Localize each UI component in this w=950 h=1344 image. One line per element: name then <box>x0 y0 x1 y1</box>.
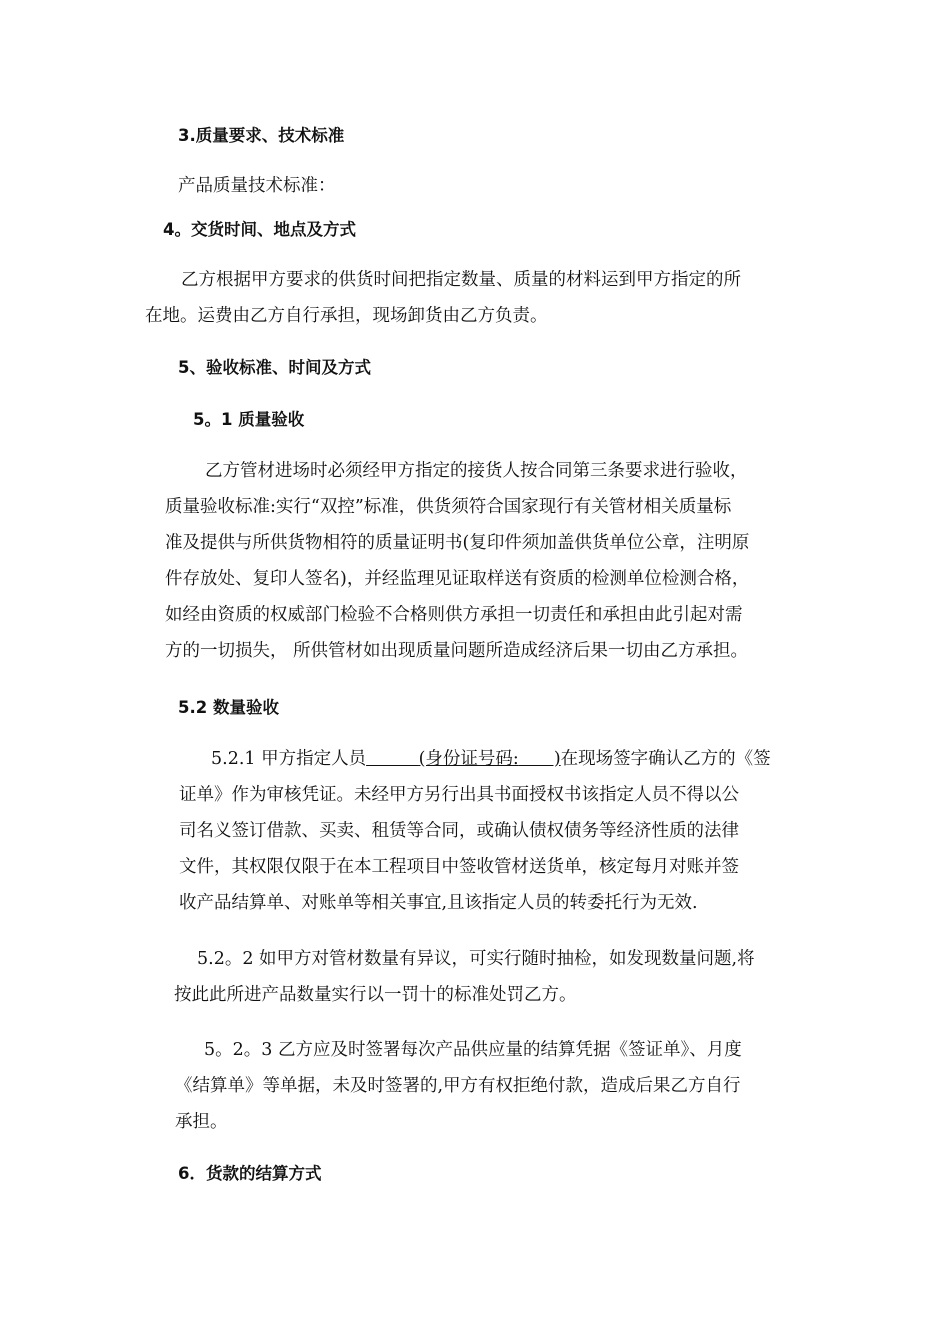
section-5-1-line-5: 如经由资质的权威部门检验不合格则供方承担一切责任和承担由此引起对需 <box>165 605 743 625</box>
section-5-1-line-1: 乙方管材进场时必须经甲方指定的接货人按合同第三条要求进行验收， <box>205 461 748 481</box>
section-5-2-1-line-4: 文件，其权限仅限于在本工程项目中签收管材送货单，核定每月对账并签 <box>179 857 739 877</box>
section-5-1-line-3: 准及提供与所供货物相符的质量证明书(复印件须加盖供货单位公章，注明原 <box>165 533 750 553</box>
section-5-heading: 5、验收标准、时间及方式 <box>178 358 371 377</box>
section-5-2-1-line-2: 证单》作为审核凭证。未经甲方另行出具书面授权书该指定人员不得以公 <box>179 785 739 805</box>
section-5-2-3-line-2: 《结算单》等单据，未及时签署的,甲方有权拒绝付款，造成后果乙方自行 <box>175 1076 741 1096</box>
section-6-heading: 6．货款的结算方式 <box>178 1164 322 1183</box>
section-3-heading: 3.质量要求、技术标准 <box>178 126 345 145</box>
section-4-line-1: 乙方根据甲方要求的供货时间把指定数量、质量的材料运到甲方指定的所 <box>181 270 741 290</box>
section-5-1-line-4: 件存放处、复印人签名)，并经监理见证取样送有资质的检测单位检测合格， <box>165 569 750 589</box>
id-number-label: (身份证号码: <box>418 749 519 769</box>
section-5-2-heading: 5.2 数量验收 <box>178 698 279 717</box>
section-5-2-1-line-5: 收产品结算单、对账单等相关事宜,且该指定人员的转委托行为无效. <box>179 893 698 913</box>
section-5-2-2-line-2: 按此此所进产品数量实行以一罚十的标准处罚乙方。 <box>174 985 577 1005</box>
id-number-blank: (身份证号码: ) <box>418 749 561 769</box>
section-5-2-1-line-3: 司名义签订借款、买卖、租赁等合同，或确认债权债务等经济性质的法律 <box>179 821 739 841</box>
section-5-2-3-line-3: 承担。 <box>175 1112 228 1132</box>
section-5-1-line-2: 质量验收标准:实行“双控”标准，供货须符合国家现行有关管材相关质量标 <box>165 497 732 517</box>
section-3-text: 产品质量技术标准： <box>178 176 336 196</box>
section-5-1-line-6: 方的一切损失， 所供管材如出现质量问题所造成经济后果一切由乙方承担。 <box>165 641 749 661</box>
section-5-2-3-line-1: 5。2。3 乙方应及时签署每次产品供应量的结算凭据《签证单》、月度 <box>204 1040 742 1060</box>
section-5-2-2-line-1: 5.2。2 如甲方对管材数量有异议，可实行随时抽检，如发现数量问题,将 <box>197 949 755 969</box>
section-4-heading: 4。交货时间、地点及方式 <box>163 220 356 239</box>
section-5-1-heading: 5。1 质量验收 <box>193 410 305 429</box>
section-5-2-1-prefix: 5.2.1 甲方指定人员 <box>211 749 367 769</box>
section-5-2-1-line-1 <box>211 741 771 777</box>
section-4-line-2: 在地。运费由乙方自行承担，现场卸货由乙方负责。 <box>145 306 548 326</box>
section-5-2-1-suffix: 在现场签字确认乙方的《签 <box>560 749 771 769</box>
